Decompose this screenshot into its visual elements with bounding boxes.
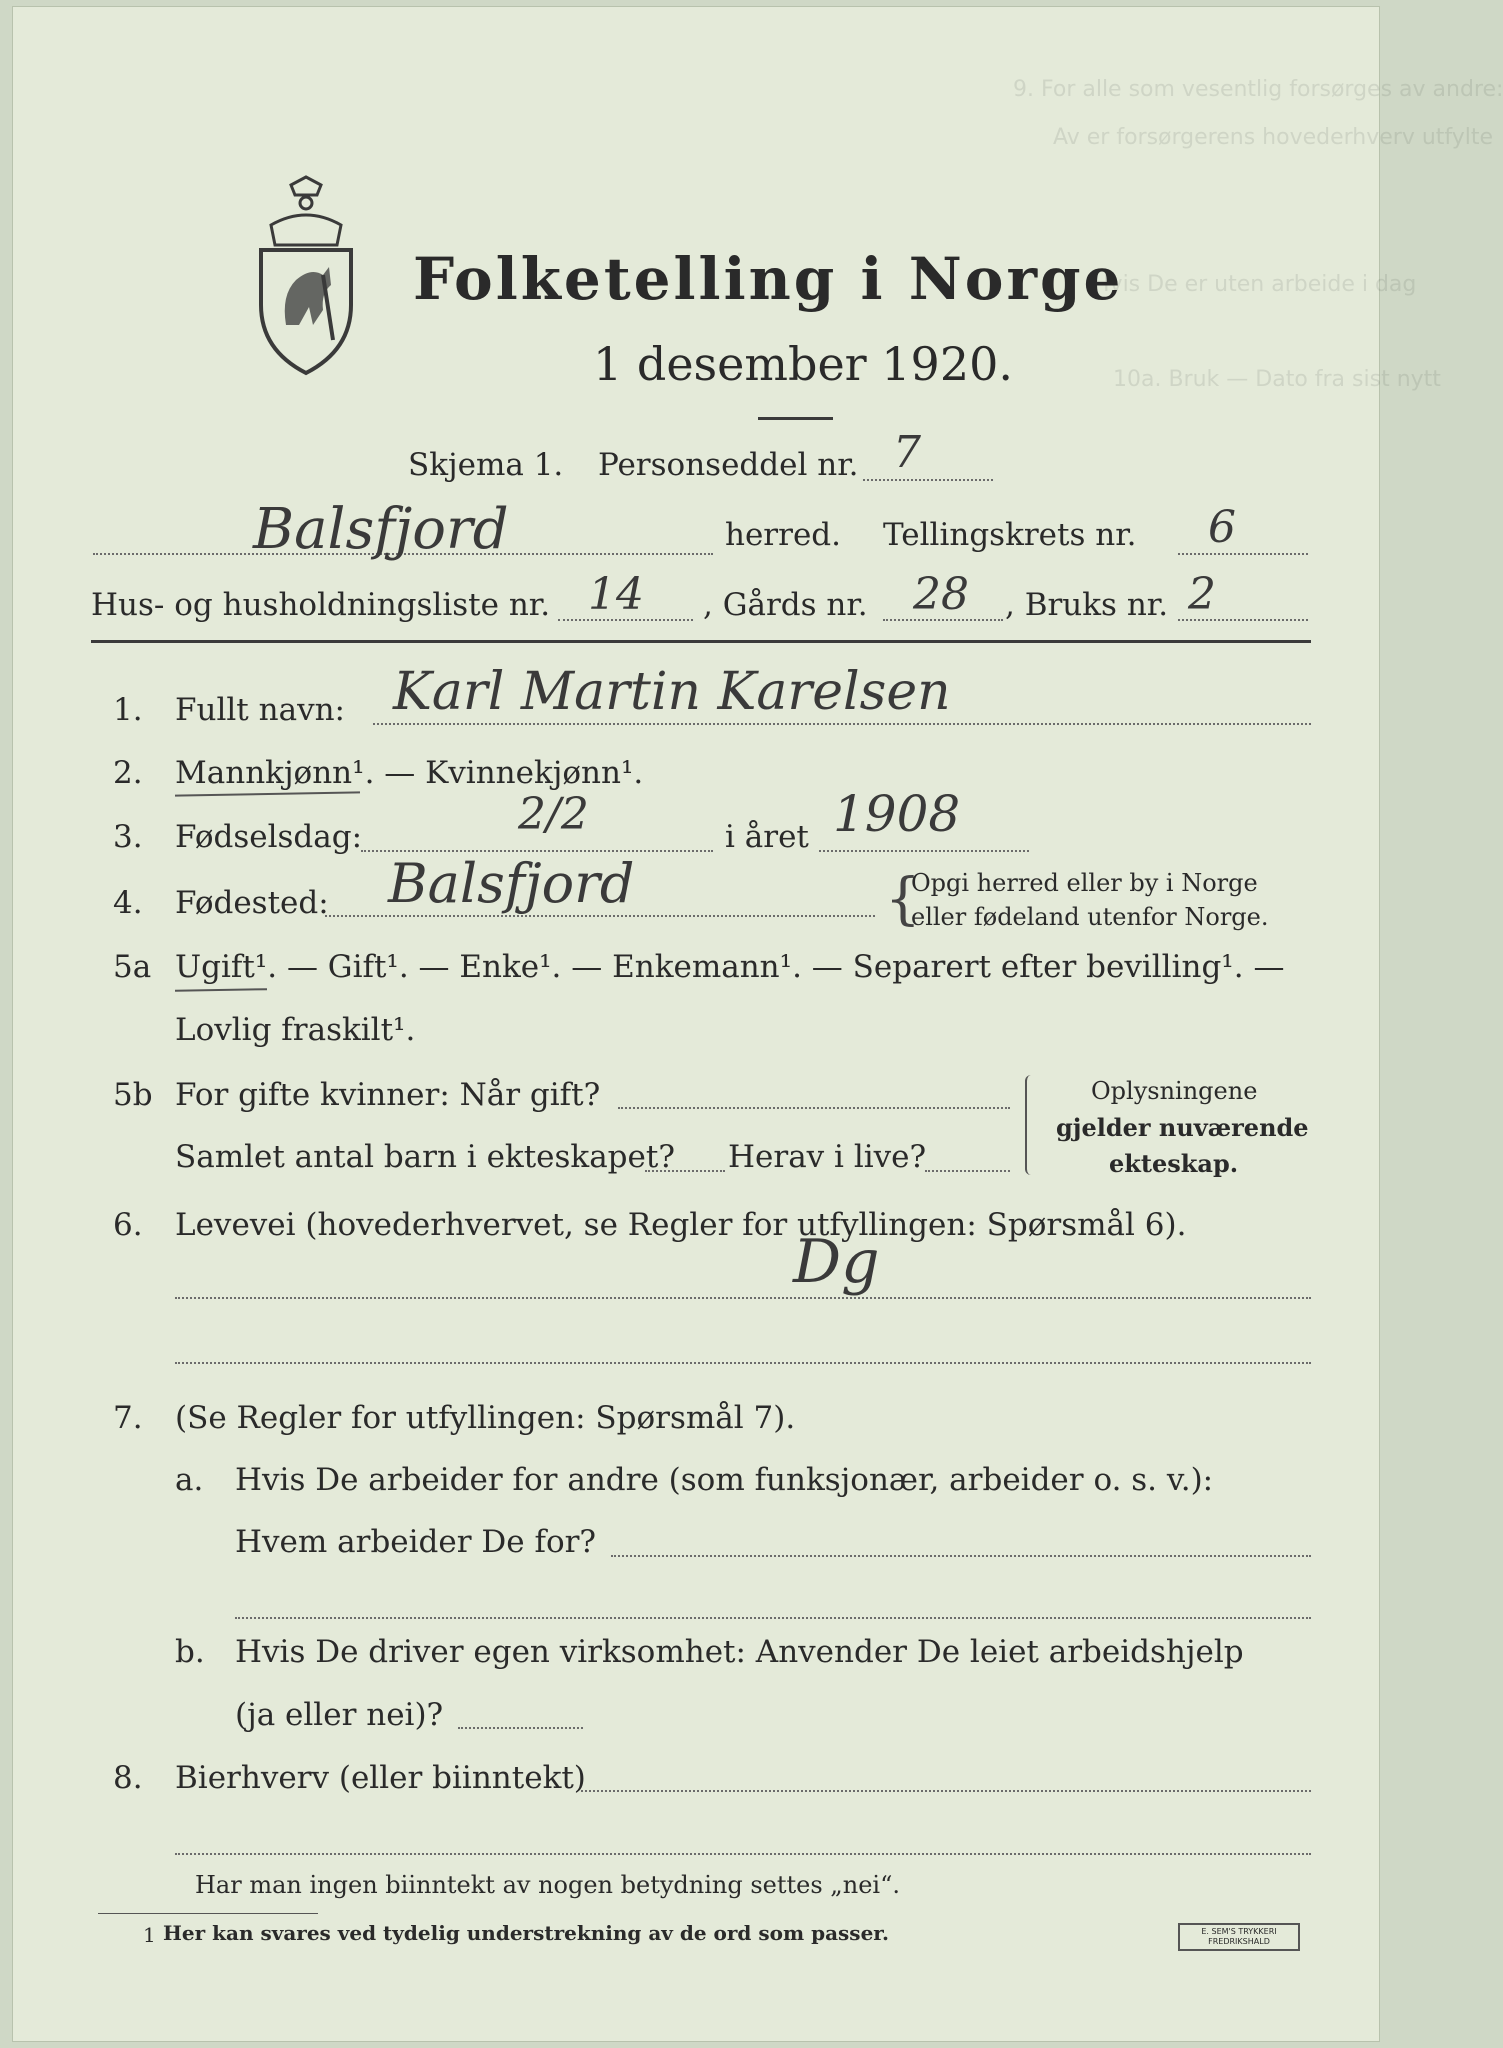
q5b-note-1: Oplysningene <box>1091 1077 1258 1105</box>
q1-value: Karl Martin Karelsen <box>393 662 951 722</box>
q4-brace: { <box>885 867 921 932</box>
husliste-value: 14 <box>588 569 644 620</box>
bleed-text-4: 10a. Bruk — Dato fra sist nytt <box>1113 367 1441 392</box>
q6-number: 6. <box>113 1207 143 1243</box>
q2-number: 2. <box>113 755 143 791</box>
bruks-value: 2 <box>1188 569 1216 620</box>
q7a-line-2 <box>235 1617 1311 1619</box>
q4-note-2: eller fødeland utenfor Norge. <box>911 903 1269 931</box>
q3-year-value: 1908 <box>833 785 961 843</box>
title-divider <box>758 417 833 420</box>
footnote-divider <box>98 1913 318 1914</box>
q5a-label-2: Lovlig fraskilt¹. <box>175 1012 416 1048</box>
printer-stamp-line-1: E. SEM'S TRYKKERI <box>1201 1927 1277 1936</box>
personseddel-value: 7 <box>893 427 921 478</box>
q3-year-line <box>819 850 1029 852</box>
footnote-text: Her kan svares ved tydelig understrekning av de ord som passer. <box>163 1921 889 1945</box>
q8-line-1 <box>581 1790 1311 1792</box>
q8-label: Bierhverv (eller biinntekt) <box>175 1760 586 1796</box>
q6-label: Levevei (hovederhvervet, se Regler for utfyllingen: Spørsmål 6). <box>175 1207 1187 1243</box>
census-date: 1 desember 1920. <box>593 337 1013 391</box>
personseddel-label: Personseddel nr. <box>598 447 859 483</box>
header-rule <box>91 640 1311 643</box>
q5b-bracket <box>1025 1075 1037 1175</box>
q7-number: 7. <box>113 1400 143 1436</box>
q5b-alive-line <box>925 1170 1010 1172</box>
q5b-label-3: Herav i live? <box>728 1139 927 1175</box>
q7b-number: b. <box>175 1634 205 1670</box>
bleed-text-1: 9. For alle som vesentlig forsørges av andre: <box>1013 77 1503 102</box>
gards-label: , Gårds nr. <box>703 587 868 623</box>
tellingskrets-value: 6 <box>1208 502 1236 553</box>
q7a-number: a. <box>175 1462 204 1498</box>
q5b-note-2: gjelder nuværende <box>1056 1113 1309 1142</box>
q5a-selection-underline <box>175 988 267 992</box>
q5a-number: 5a <box>113 949 152 985</box>
bleed-text-2: Av er forsørgerens hovederhverv utfylte <box>1053 125 1494 150</box>
q6-line-2 <box>175 1362 1311 1364</box>
q5b-married-line <box>618 1107 1010 1109</box>
q3-year-label: i året <box>725 819 809 855</box>
q7-label: (Se Regler for utfyllingen: Spørsmål 7). <box>175 1400 796 1436</box>
q4-value: Balsfjord <box>388 852 635 915</box>
q4-line <box>325 915 875 917</box>
coat-of-arms-icon <box>251 175 361 379</box>
q5b-number: 5b <box>113 1077 153 1113</box>
tellingskrets-label: Tellingskrets nr. <box>883 517 1137 553</box>
q5a-label: Ugift¹. — Gift¹. — Enke¹. — Enkemann¹. — Separert efter bevilling¹. — <box>175 949 1285 985</box>
q5b-note-3: ekteskap. <box>1109 1149 1239 1178</box>
gards-value: 28 <box>913 569 969 620</box>
bottom-note: Har man ingen biinntekt av nogen betydning settes „nei“. <box>195 1871 900 1899</box>
herred-label: herred. <box>725 517 841 553</box>
q2-selection-underline <box>175 791 360 796</box>
q5b-label: For gifte kvinner: Når gift? <box>175 1077 601 1113</box>
q4-note-1: Opgi herred eller by i Norge <box>911 869 1258 897</box>
schema-label: Skjema 1. <box>408 447 564 483</box>
census-form <box>12 6 1503 2042</box>
q2-label: Mannkjønn¹. — Kvinnekjønn¹. <box>175 755 644 791</box>
q1-line <box>373 723 1311 725</box>
q5b-label-2: Samlet antal barn i ekteskapet? <box>175 1139 675 1175</box>
page-title: Folketelling i Norge <box>413 245 1124 313</box>
q3-day-value: 2/2 <box>518 789 589 840</box>
q7a-label: Hvis De arbeider for andre (som funksjonær, arbeider o. s. v.): <box>235 1462 1214 1498</box>
printer-stamp-line-2: FREDRIKSHALD <box>1208 1937 1270 1946</box>
q7b-line <box>458 1727 583 1729</box>
printer-stamp <box>1178 1923 1300 1951</box>
q3-number: 3. <box>113 819 143 855</box>
q5b-children-line <box>645 1170 725 1172</box>
herred-value: Balsfjord <box>253 497 509 562</box>
q6-line-1 <box>175 1297 1311 1299</box>
bruks-label: , Bruks nr. <box>1005 587 1169 623</box>
q7a-label-2: Hvem arbeider De for? <box>235 1524 597 1560</box>
q6-value: Dg <box>793 1227 880 1297</box>
q8-line-2 <box>175 1853 1311 1855</box>
q7a-line-1 <box>611 1555 1311 1557</box>
q4-label: Fødested: <box>175 885 329 921</box>
q8-number: 8. <box>113 1760 143 1796</box>
bleed-text-3: Hvis De er uten arbeide i dag <box>1093 272 1417 297</box>
husliste-label: Hus- og husholdningsliste nr. <box>91 587 551 623</box>
q3-label: Fødselsdag: <box>175 819 363 855</box>
q7b-label: Hvis De driver egen virksomhet: Anvender De leiet arbeidshjelp <box>235 1634 1244 1670</box>
personseddel-line <box>863 479 993 481</box>
footnote-number: 1 <box>143 1923 156 1947</box>
q7b-label-2: (ja eller nei)? <box>235 1697 444 1733</box>
tellingskrets-line <box>1178 553 1308 555</box>
q4-number: 4. <box>113 885 143 921</box>
q1-label: Fullt navn: <box>175 692 345 728</box>
q1-number: 1. <box>113 692 143 728</box>
